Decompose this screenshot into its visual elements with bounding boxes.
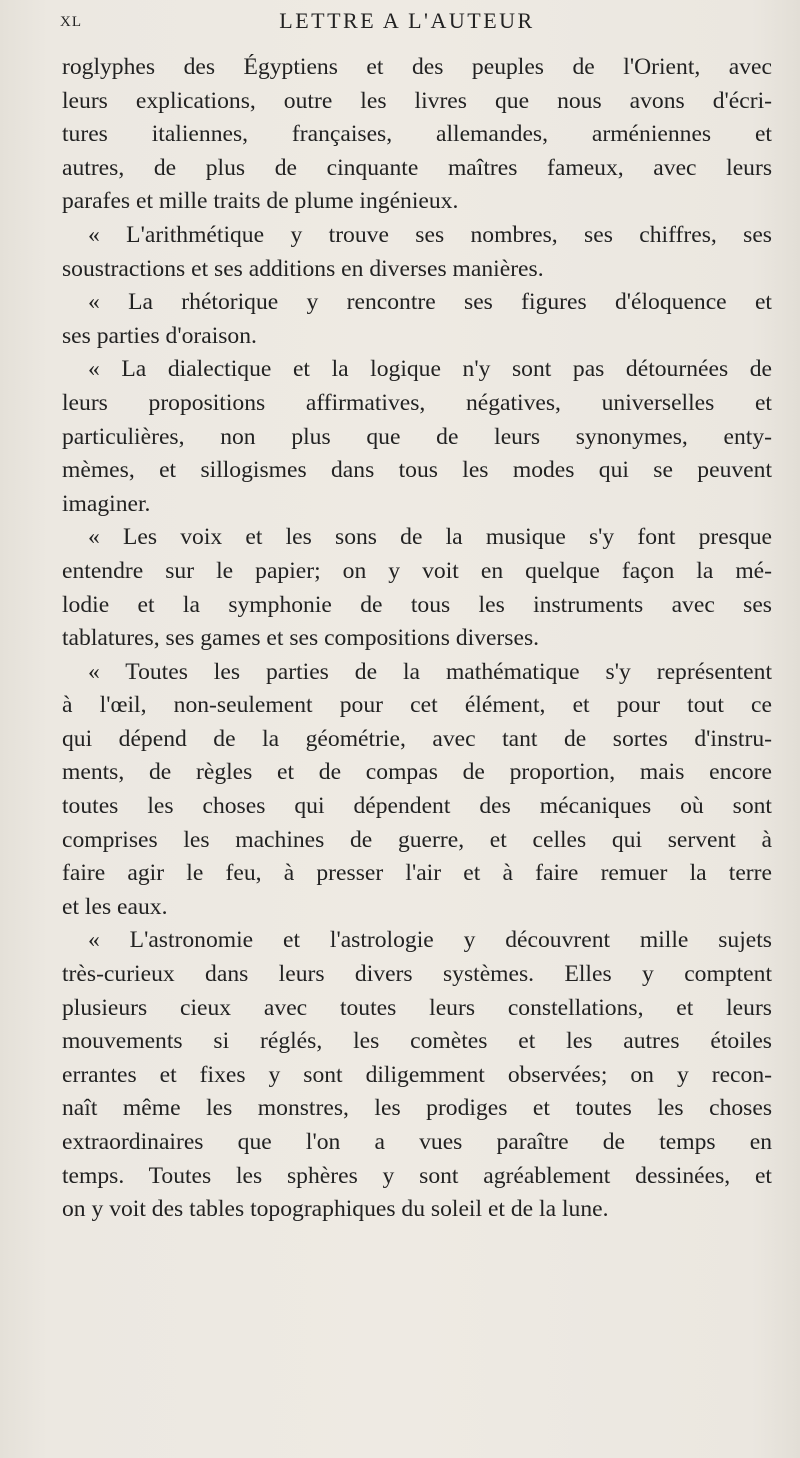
text-line: imaginer.: [62, 490, 151, 517]
text-line: particulières, non plus que de leurs synonymes, enty-: [62, 423, 772, 450]
running-head: LETTRE A L'AUTEUR: [279, 8, 535, 33]
text-line: comprises les machines de guerre, et celles qui servent à: [62, 826, 772, 853]
text-line: tures italiennes, françaises, allemandes, arméniennes et: [62, 121, 772, 148]
page-header: [52, 8, 792, 48]
text-line: « Les voix et les sons de la musique s'y font presque: [88, 524, 772, 551]
text-line: ments, de règles et de compas de proportion, mais encore: [62, 759, 772, 786]
text-line: soustractions et ses additions en diverses manières.: [62, 255, 544, 282]
text-line: très-curieux dans leurs divers systèmes. Elles y comptent: [62, 961, 772, 988]
text-line: roglyphes des Égyptiens et des peuples de l'Orient, avec: [62, 54, 772, 80]
text-line: « L'astronomie et l'astrologie y découvrent mille sujets: [88, 927, 772, 954]
text-line: naît même les monstres, les prodiges et toutes les choses: [62, 1095, 772, 1122]
text-line: mèmes, et sillogismes dans tous les modes qui se peuvent: [62, 457, 772, 484]
text-line: errantes et fixes y sont diligemment observées; on y recon-: [62, 1061, 772, 1088]
text-line: « La rhétorique y rencontre ses figures d'éloquence et: [88, 289, 772, 316]
text-line: leurs propositions affirmatives, négatives, universelles et: [62, 389, 772, 416]
text-line: faire agir le feu, à presser l'air et à faire remuer la terre: [62, 860, 772, 887]
page-number: XL: [60, 14, 82, 30]
text-line: et les eaux.: [62, 893, 168, 920]
text-line: ses parties d'oraison.: [62, 322, 257, 349]
text-line: parafes et mille traits de plume ingénieux.: [62, 188, 459, 215]
body-text: [62, 51, 772, 1227]
text-line: autres, de plus de cinquante maîtres fameux, avec leurs: [62, 154, 772, 181]
text-line: « Toutes les parties de la mathématique s'y représentent: [88, 658, 772, 685]
text-line: mouvements si réglés, les comètes et les autres étoiles: [62, 1028, 772, 1055]
text-line: qui dépend de la géométrie, avec tant de sortes d'instru-: [62, 725, 772, 752]
text-line: entendre sur le papier; on y voit en quelque façon la mé-: [62, 557, 772, 584]
text-line: leurs explications, outre les livres que nous avons d'écri-: [62, 87, 772, 114]
text-line: lodie et la symphonie de tous les instruments avec ses: [62, 591, 772, 618]
text-line: « L'arithmétique y trouve ses nombres, ses chiffres, ses: [88, 221, 772, 248]
text-line: on y voit des tables topographiques du soleil et de la lune.: [62, 1196, 609, 1223]
text-line: extraordinaires que l'on a vues paraître de temps en: [62, 1129, 772, 1155]
text-line: tablatures, ses games et ses compositions diverses.: [62, 625, 540, 652]
text-line: « La dialectique et la logique n'y sont pas détournées de: [88, 356, 772, 383]
text-line: plusieurs cieux avec toutes leurs constellations, et leurs: [62, 994, 772, 1021]
text-line: à l'œil, non-seulement pour cet élément, et pour tout ce: [62, 692, 772, 719]
text-line: temps. Toutes les sphères y sont agréablement dessinées, et: [62, 1162, 772, 1189]
text-line: toutes les choses qui dépendent des mécaniques où sont: [62, 793, 772, 820]
